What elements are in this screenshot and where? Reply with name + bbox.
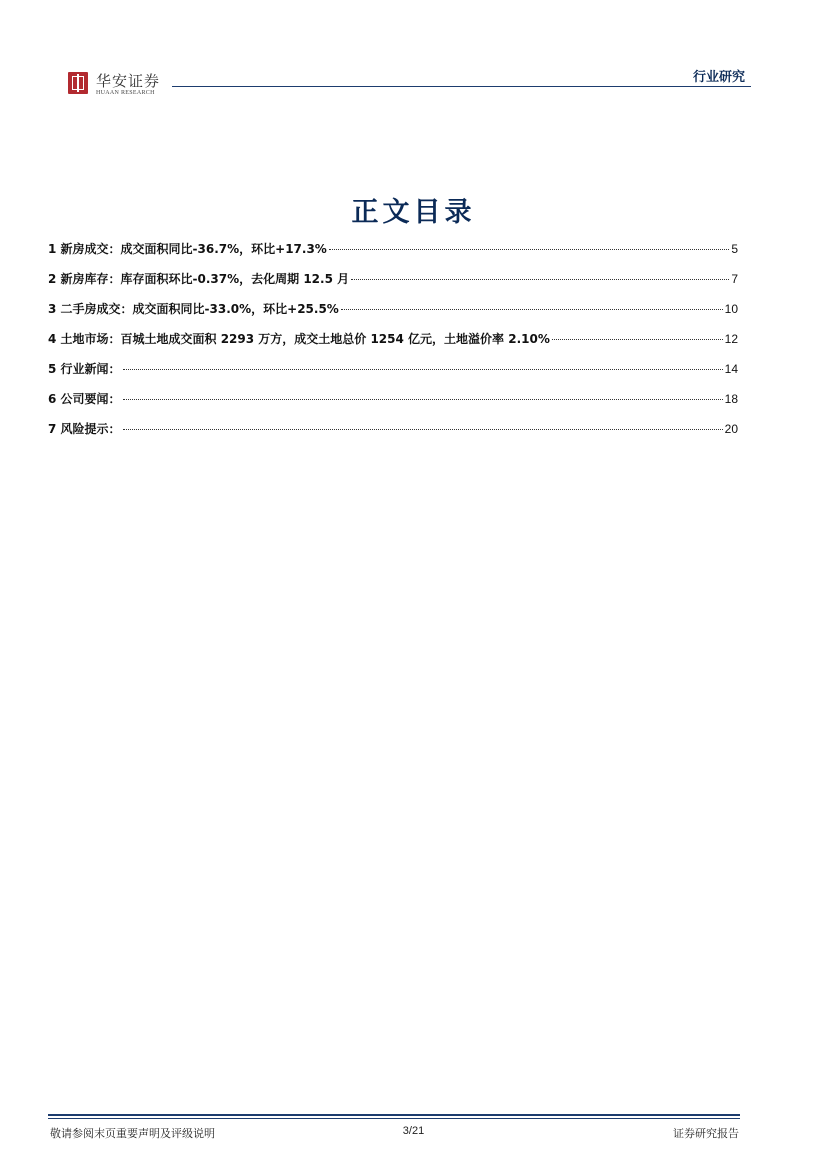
toc-entry[interactable] (48, 330, 738, 360)
logo-english-name: HUAAN RESEARCH (96, 90, 155, 96)
toc-leader-dots (341, 309, 723, 310)
company-logo (68, 72, 168, 100)
toc-entry-page[interactable]: 12 (724, 332, 738, 346)
toc-entry-title[interactable]: 2 新房库存：库存面积环比-0.37%，去化周期 12.5 月 (48, 272, 350, 286)
toc-entry-page[interactable]: 18 (724, 392, 738, 406)
toc-entry[interactable] (48, 360, 738, 390)
toc-entry-title[interactable]: 6 公司要闻： (48, 392, 121, 406)
toc-leader-dots (552, 339, 723, 340)
footer-report-type: 证券研究报告 (673, 1127, 739, 1140)
toc-leader-dots (123, 369, 723, 370)
toc-entry-title[interactable]: 5 行业新闻： (48, 362, 121, 376)
toc-entry-page[interactable]: 14 (724, 362, 738, 376)
toc-entry[interactable] (48, 240, 738, 270)
toc-entry-title[interactable]: 7 风险提示： (48, 422, 121, 436)
page-title: 正文目录 (351, 197, 476, 228)
toc-entry[interactable] (48, 420, 738, 450)
table-of-contents (48, 240, 738, 450)
toc-leader-dots (351, 279, 729, 280)
footer-divider (48, 1114, 740, 1116)
toc-entry-title[interactable]: 3 二手房成交：成交面积同比-33.0%，环比+25.5% (48, 302, 339, 316)
toc-entry-title[interactable]: 4 土地市场：百城土地成交面积 2293 万方，成交土地总价 1254 亿元，土地溢价率 2.10% (48, 332, 550, 346)
toc-entry[interactable] (48, 300, 738, 330)
logo-emblem-icon (68, 72, 88, 94)
toc-entry-page[interactable]: 7 (731, 272, 738, 286)
toc-entry-page[interactable]: 5 (731, 242, 738, 256)
toc-entry[interactable] (48, 270, 738, 300)
header-divider (172, 86, 751, 87)
report-category: 行业研究 (692, 70, 745, 85)
toc-leader-dots (123, 429, 723, 430)
page-number: 3/21 (402, 1125, 425, 1137)
logo-chinese-name: 华安证券 (96, 72, 161, 90)
toc-entry[interactable] (48, 390, 738, 420)
toc-entry-page[interactable]: 10 (724, 302, 738, 316)
toc-entry-page[interactable]: 20 (724, 422, 738, 436)
toc-leader-dots (329, 249, 729, 250)
footer-disclaimer: 敬请参阅末页重要声明及评级说明 (50, 1127, 215, 1140)
toc-leader-dots (123, 399, 723, 400)
toc-entry-title[interactable]: 1 新房成交：成交面积同比-36.7%，环比+17.3% (48, 242, 327, 256)
footer-divider-thin (48, 1118, 740, 1119)
